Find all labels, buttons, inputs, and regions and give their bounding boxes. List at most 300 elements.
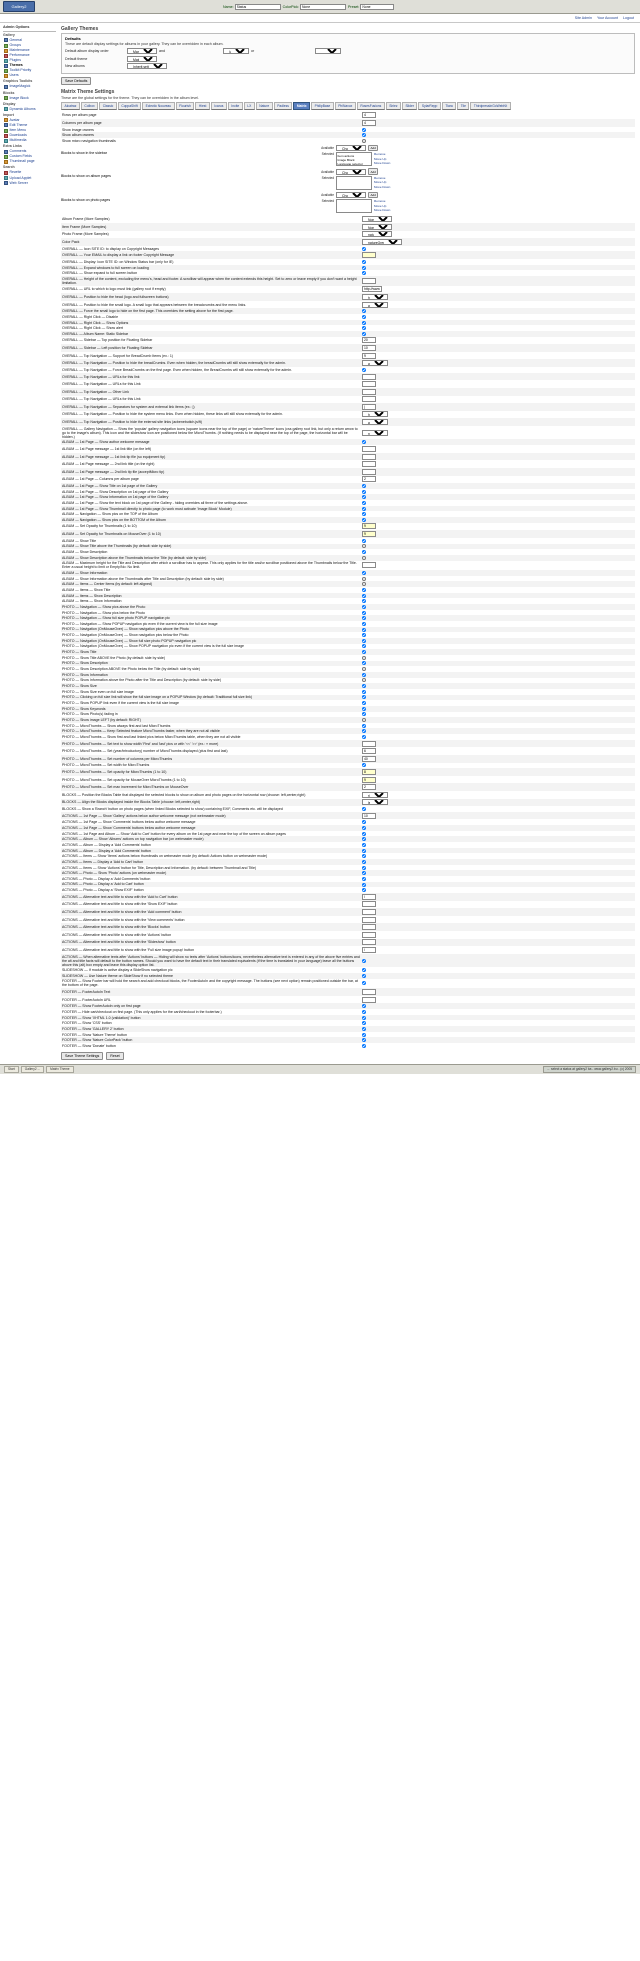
photo-available-block-select[interactable] (336, 192, 366, 198)
available-label: Available (321, 169, 334, 174)
option-checkbox[interactable] (362, 729, 366, 733)
option-checkbox[interactable] (362, 724, 366, 728)
palette-icon (4, 64, 8, 68)
option-checkbox[interactable] (362, 888, 366, 892)
tab-padless[interactable]: Padless (274, 102, 293, 110)
option-input[interactable] (362, 784, 376, 790)
option-label: ALBUM — 1st Page message — 2nd link title (on the right) (62, 462, 155, 467)
option-input[interactable] (362, 454, 376, 460)
option-input[interactable] (362, 374, 376, 380)
table-row (61, 286, 635, 294)
sidebar-item-dynamic-albums[interactable] (3, 107, 56, 112)
option-checkbox[interactable] (362, 695, 366, 699)
option-checkbox[interactable] (362, 639, 366, 643)
sidebar-move-up-link[interactable]: Move Up (374, 156, 387, 161)
option-checkbox[interactable] (362, 550, 366, 554)
table-row (61, 776, 635, 784)
main-content (58, 23, 640, 1064)
album-frame-select[interactable] (362, 216, 392, 222)
option-checkbox[interactable] (362, 877, 366, 881)
frame-selectors-table (61, 215, 635, 245)
option-checkbox[interactable] (362, 701, 366, 705)
option-label: OVERALL — Position to hide the small logo. A small logo that appears between the breadcrumbs and the menu links. (62, 302, 247, 307)
tab-eclectic-nouveau[interactable]: Eclectic Nouveau (142, 102, 174, 110)
option-checkbox[interactable] (362, 556, 366, 560)
tab-nature[interactable]: Nature (256, 102, 273, 110)
option-checkbox[interactable] (362, 656, 366, 660)
option-label: OVERALL — Top Navigation — Position to hide the system menu links. Even when hidden, these links will still show externally for the admin. (62, 412, 283, 417)
option-checkbox[interactable] (362, 1004, 366, 1008)
option-checkbox[interactable] (362, 661, 366, 665)
option-checkbox[interactable] (362, 707, 366, 711)
option-label: FOOTER — Show 'GALLERY 2' button (61, 1026, 361, 1032)
taskbar-item-gallery[interactable]: Gallery2 ... (21, 1066, 44, 1073)
theme-settings-title: Matrix Theme Settings (61, 88, 115, 95)
display-order-select[interactable] (127, 48, 157, 54)
option-checkbox[interactable] (362, 321, 366, 325)
option-input[interactable] (362, 939, 376, 945)
sidebar-item-image-block[interactable] (3, 96, 56, 101)
option-label: PHOTO — Navigation (OnMouseOver) — Show navigation pics above the Photo (61, 627, 361, 633)
option-checkbox[interactable] (362, 1033, 366, 1037)
option-select[interactable] (362, 411, 388, 417)
photo-add-block-button[interactable]: Add (368, 192, 378, 199)
option-input[interactable] (362, 345, 376, 351)
option-checkbox[interactable] (362, 690, 366, 694)
list-item[interactable]: Item actions (337, 153, 355, 158)
photo-move-up-link[interactable]: Move Up (374, 203, 387, 208)
download-icon (4, 134, 8, 138)
option-label: ACTIONS — 1st Page and Album — Show 'Add to Cart' button for every album on the 1st page and near the top of the screen on album pages (62, 831, 286, 836)
option-checkbox[interactable] (362, 332, 366, 336)
option-input[interactable] (362, 461, 376, 467)
option-input[interactable] (362, 924, 376, 930)
table-row (61, 418, 635, 426)
option-label: OVERALL — Icon SITE ID: to display on Copyright Messages (62, 246, 160, 251)
tab-incite[interactable]: Incite (228, 102, 243, 110)
show-album-owners-checkbox[interactable] (362, 133, 366, 137)
option-checkbox[interactable] (362, 599, 366, 603)
table-row (61, 231, 635, 239)
option-label: ALBUM — 1st Page message — 2nd link tip file (acceptMicro tip) (61, 468, 361, 476)
option-label: OVERALL — Top Navigation — Position to hide the breadCrumbs. Even when hidden, the breadCrumbs will still show externally for the admin. (61, 359, 361, 367)
option-checkbox[interactable] (362, 518, 366, 522)
table-row (61, 396, 635, 404)
option-select[interactable] (362, 430, 388, 436)
album-available-block-select[interactable] (336, 169, 366, 175)
option-input[interactable] (362, 917, 376, 923)
sidebar-available-block-select[interactable] (336, 145, 366, 151)
option-label: ACTIONS — Alternative text and title to show with the 'View comments' button (62, 917, 185, 922)
option-select[interactable] (362, 294, 388, 300)
table-row (61, 215, 635, 223)
album-frame-label[interactable]: Album Frame (More Samples) (62, 217, 110, 222)
table-row (61, 916, 635, 924)
upload-icon (4, 176, 8, 180)
option-label: ALBUM — Navigation — Show pics on the TOP of the Album (62, 512, 158, 517)
option-checkbox[interactable] (362, 577, 366, 581)
tab-sylarrepp[interactable]: SylarRepp (418, 102, 440, 110)
plug-icon (4, 59, 8, 63)
save-defaults-button[interactable]: Save Defaults (61, 77, 91, 85)
sidebar-item-label: Item Menu (9, 127, 27, 132)
option-checkbox[interactable] (362, 544, 366, 548)
link-your-account[interactable]: Your Account (596, 16, 618, 20)
option-checkbox[interactable] (362, 866, 366, 870)
option-label: ALBUM — 1st Page — Show Title on 1st page of the Gallery (61, 483, 361, 489)
tab-lx[interactable]: LX (244, 102, 255, 110)
option-checkbox[interactable] (362, 684, 366, 688)
table-row (61, 954, 635, 968)
option-select[interactable] (362, 302, 388, 308)
and-label: and (159, 49, 165, 53)
sidebar-subgroup-gallery-label: Gallery (3, 32, 15, 37)
tab-tile[interactable]: Tile (457, 102, 469, 110)
tab-classic[interactable]: Classic (99, 102, 117, 110)
option-checkbox[interactable] (362, 1027, 366, 1031)
option-label: OVERALL — Force the small logo to hide on the first page. This overrides the setting above for the first page. (61, 308, 361, 314)
field-icon (4, 155, 8, 159)
option-input[interactable] (362, 286, 382, 292)
option-checkbox[interactable] (362, 611, 366, 615)
tab-hiest[interactable]: Hiest (195, 102, 210, 110)
option-checkbox[interactable] (362, 735, 366, 739)
option-checkbox[interactable] (362, 644, 366, 648)
option-input[interactable] (362, 252, 376, 258)
option-input[interactable] (362, 404, 376, 410)
table-row (61, 460, 635, 468)
option-checkbox[interactable] (362, 247, 366, 251)
option-checkbox[interactable] (362, 1044, 366, 1048)
server-icon (4, 181, 8, 185)
option-checkbox[interactable] (362, 368, 366, 372)
album-move-down-link[interactable]: Move Down (374, 184, 391, 189)
sidebar-add-block-button[interactable]: Add (368, 145, 378, 152)
sidebar-item-web-server[interactable] (3, 181, 56, 186)
option-checkbox[interactable] (362, 673, 366, 677)
tab-matrix[interactable]: Matrix (293, 102, 310, 110)
option-checkbox[interactable] (362, 512, 366, 516)
option-input[interactable] (362, 389, 376, 395)
tab-colbox[interactable]: Colbox (81, 102, 98, 110)
option-checkbox[interactable] (362, 763, 366, 767)
sidebar-item-thumbnail-page[interactable] (3, 159, 56, 164)
option-checkbox[interactable] (362, 1010, 366, 1014)
group-icon (4, 44, 8, 48)
option-input[interactable] (362, 894, 376, 900)
photo-remove-block-link[interactable]: Remove (374, 199, 386, 204)
setting-label: Show micro navigation thumbnails (62, 138, 116, 143)
option-input[interactable] (362, 947, 376, 953)
option-checkbox[interactable] (362, 622, 366, 626)
option-checkbox[interactable] (362, 843, 366, 847)
option-checkbox[interactable] (362, 507, 366, 511)
option-checkbox[interactable] (362, 1016, 366, 1020)
option-checkbox[interactable] (362, 484, 366, 488)
option-select[interactable] (362, 799, 388, 805)
option-checkbox[interactable] (362, 582, 366, 586)
tab-thirdpress[interactable]: ThirdpressInGoWebKit (470, 102, 510, 110)
columns-per-album-input[interactable] (362, 120, 376, 126)
sidebar-item-label: Upload Applet (9, 175, 32, 180)
option-checkbox[interactable] (362, 495, 366, 499)
album-add-block-button[interactable]: Add (368, 168, 378, 175)
table-row (61, 344, 635, 352)
option-label: PHOTO — Navigation (OnMouseOver) — Show navigation pics below the Photo (62, 633, 189, 638)
option-checkbox[interactable] (362, 826, 366, 830)
option-checkbox[interactable] (362, 837, 366, 841)
option-label: ALBUM — 1st Page — Show Information on 1st page of the Gallery (61, 494, 361, 500)
list-item[interactable]: Language selector (337, 162, 363, 167)
tab-phinavox[interactable]: PhiNavox (335, 102, 356, 110)
option-checkbox[interactable] (362, 974, 366, 978)
option-checkbox[interactable] (362, 820, 366, 824)
option-label: PHOTO — Navigation — Show full size photo POPUP navigation pic (61, 615, 361, 621)
photo-frame-select[interactable] (362, 231, 392, 237)
option-checkbox[interactable] (362, 633, 366, 637)
option-checkbox[interactable] (362, 849, 366, 853)
option-checkbox[interactable] (362, 571, 366, 575)
option-label: PHOTO — Clicking on full size link will show the full size image on a POPUP Window (by default: Traditional full size link) (61, 695, 361, 701)
option-checkbox[interactable] (362, 832, 366, 836)
option-checkbox[interactable] (362, 968, 366, 972)
selected-label: Selected (321, 175, 334, 180)
chrome-field-2-input[interactable] (360, 4, 394, 10)
rewrite-icon (4, 171, 8, 175)
option-checkbox[interactable] (362, 981, 366, 985)
table-row (61, 388, 635, 396)
option-checkbox[interactable] (362, 539, 366, 543)
option-input[interactable] (362, 989, 376, 995)
link-logout[interactable]: Logout (623, 16, 634, 20)
option-checkbox[interactable] (362, 667, 366, 671)
new-albums-select[interactable] (127, 63, 167, 69)
tab-slider[interactable]: Slider (402, 102, 417, 110)
option-checkbox[interactable] (362, 490, 366, 494)
photo-move-down-link[interactable]: Move Down (374, 208, 391, 213)
option-checkbox[interactable] (362, 1021, 366, 1025)
option-checkbox[interactable] (362, 718, 366, 722)
sidebar-subgroup-extra-links-label: Extra Links (3, 144, 22, 149)
option-checkbox[interactable] (362, 807, 366, 811)
option-checkbox[interactable] (362, 650, 366, 654)
option-input[interactable] (362, 523, 376, 529)
option-checkbox[interactable] (362, 959, 366, 963)
table-row (61, 453, 635, 461)
defaults-description: These are default display settings for albums in your gallery. They can be overridden in each album. (65, 42, 224, 46)
chrome-field-0-input[interactable] (235, 4, 281, 10)
sidebar-item-imagemagick[interactable] (3, 84, 56, 89)
option-select[interactable] (362, 419, 388, 425)
option-checkbox[interactable] (362, 271, 366, 275)
option-checkbox[interactable] (362, 616, 366, 620)
table-row (61, 301, 635, 309)
option-checkbox[interactable] (362, 309, 366, 313)
option-input[interactable] (362, 909, 376, 915)
option-label: OVERALL — Top Navigation — Support for BreadCrumb Items (ex.: 1) (62, 353, 173, 358)
tab-philipbase[interactable]: PhilipBase (311, 102, 334, 110)
option-checkbox[interactable] (362, 860, 366, 864)
option-input[interactable] (362, 278, 376, 284)
option-checkbox[interactable] (362, 712, 366, 716)
table-row (61, 939, 635, 947)
album-selected-blocks-list[interactable] (336, 176, 372, 190)
block-icon (4, 96, 8, 100)
option-label: PHOTO — Show Description (61, 661, 361, 667)
sidebar-move-down-link[interactable]: Move Down (374, 160, 391, 165)
table-row (61, 238, 635, 246)
sidebar-item-label: Rewrite (9, 170, 22, 175)
show-micro-nav-thumbs-checkbox[interactable] (362, 139, 366, 143)
option-input[interactable] (362, 756, 376, 762)
option-checkbox[interactable] (362, 266, 366, 270)
option-label: ACTIONS — Items — Show 'Items' actions below thumbnails on webmaster mode (by default: Actions button on webmaster mode) (62, 854, 268, 859)
sidebar-item-multimedia[interactable] (3, 138, 56, 143)
show-image-owners-checkbox[interactable] (362, 128, 366, 132)
album-move-up-link[interactable]: Move Up (374, 180, 387, 185)
option-label: ACTIONS — When alternative texts after 'Actions' buttons — Hiding will show no texts after 'Actions' buttons/icons, nevertheless alternative text is entered in any of the above five entries and the alt and title facts will default to the button names. Should you want to have the default text in their translated equivalents (if the time is translated in your language) leave all the buttons above this (alt) box empty and leave this display option list. (62, 954, 360, 967)
save-theme-settings-button[interactable]: Save Theme Settings (61, 1052, 103, 1060)
tab-rosesfusions[interactable]: RosesFusions (357, 102, 385, 110)
item-frame-label[interactable]: Item Frame (More Samples) (61, 223, 361, 231)
theme-settings-description: These are the global settings for the theme. They can be overridden in the album level. (61, 95, 199, 100)
option-input[interactable] (362, 353, 376, 359)
option-label: ACTIONS — Album — Display a 'Add Comments' button (62, 842, 151, 847)
chrome-field-2 (348, 4, 394, 10)
option-label: PHOTO — Navigation (OnMouseOver) — Show full size photo POPUP navigation pic (61, 638, 361, 644)
album-remove-block-link[interactable]: Remove (374, 175, 386, 180)
option-select[interactable] (362, 360, 388, 366)
option-label: PHOTO — MicroThumbs — Set number of columns per MicroThumbs (61, 755, 361, 763)
color-pack-select[interactable] (362, 239, 402, 245)
color-pack-label: Color Pack (61, 238, 361, 246)
sidebar-remove-block-link[interactable]: Remove (374, 152, 386, 157)
start-button[interactable]: Start (4, 1066, 19, 1073)
option-checkbox[interactable] (362, 628, 366, 632)
link-site-admin[interactable]: Site Admin (574, 16, 592, 20)
option-label: OVERALL — Height of the content, excluding the menu's, head and footer. A scrollbar will appear when the content extends this height. Set to zero or leave empty if you don't want a height limitation. (61, 276, 361, 286)
option-checkbox[interactable] (362, 315, 366, 319)
tab-flourish[interactable]: Flourish (176, 102, 195, 110)
comment-icon (4, 150, 8, 154)
option-label: ALBUM — 1st Page — Show Description on 1st page of the Gallery (62, 489, 169, 494)
option-label: OVERALL — Gallery Navigation — Show the 'popular' gallery navigation icons (square icons near the top of the page) or 'natureTheme' icons (css gallery root link, but only a return arrow to go to the image's album). This icon and the slideshow icon are positioned below the MicroThumbs. (If nothing needs to be displayed near the top of the page, the horizontal bar will be hidden.) (62, 426, 358, 439)
option-input[interactable] (362, 476, 376, 482)
default-theme-select[interactable] (127, 56, 157, 62)
option-checkbox[interactable] (362, 678, 366, 682)
option-input[interactable] (362, 813, 376, 819)
photo-frame-label[interactable]: Photo Frame (More Samples) (62, 232, 109, 237)
photo-selected-blocks-list[interactable] (336, 199, 372, 213)
option-label: ALBUM — Show Description (62, 550, 108, 555)
option-label: OVERALL — Top Navigation — URLs for this Link (62, 382, 141, 387)
option-label: ACTIONS — Alternative text and title to show with the 'Slideshow' button (61, 939, 361, 947)
option-label: OVERALL — Your EMAIL to display a link on footer Copyright Message (61, 251, 361, 259)
option-checkbox[interactable] (362, 883, 366, 887)
option-select[interactable] (362, 792, 388, 798)
tab-coppashift[interactable]: CoppaShift (118, 102, 141, 110)
taskbar-item-matrix-theme[interactable]: Matrix Theme (46, 1066, 73, 1073)
tab-siriez[interactable]: Siriez (386, 102, 401, 110)
rows-per-album-input[interactable] (362, 112, 376, 118)
option-checkbox[interactable] (362, 260, 366, 264)
option-input[interactable] (362, 997, 376, 1003)
list-item[interactable]: Image Block (337, 157, 355, 162)
option-input[interactable] (362, 446, 376, 452)
option-input[interactable] (362, 932, 376, 938)
reset-button[interactable]: Reset (106, 1052, 123, 1060)
tab-alcatraz[interactable]: Alcatraz (61, 102, 80, 110)
option-label: PHOTO — Navigation — Show POPUP navigation pic even if the current view is the full size image (62, 621, 218, 626)
new-albums-label: New albums (65, 64, 85, 68)
option-label: ALBUM — Show Information above the Thumbnails after Title and Description (by default: side by side) (62, 576, 224, 581)
sidebar-item-users[interactable] (3, 73, 56, 78)
option-input[interactable] (362, 741, 376, 747)
edit-icon (4, 123, 8, 127)
tab-icarus[interactable]: Icarus (211, 102, 227, 110)
page-title: Gallery Themes (61, 26, 99, 32)
option-input[interactable] (362, 748, 376, 754)
theme-options-table (61, 246, 635, 1049)
sidebar-item-label: ImageMagick (9, 84, 31, 89)
option-input[interactable] (362, 531, 376, 537)
option-input[interactable] (362, 901, 376, 907)
sidebar-group-title: Admin Options (3, 25, 56, 32)
option-checkbox[interactable] (362, 1038, 366, 1042)
option-label: ALBUM — Navigation — Show pics on the BOTTOM of the Album (61, 517, 361, 523)
sidebar-selected-blocks-list[interactable] (336, 152, 372, 166)
table-row (61, 1043, 635, 1049)
option-checkbox[interactable] (362, 854, 366, 858)
chrome-field-1-input[interactable] (300, 4, 346, 10)
display-direction-select[interactable] (223, 48, 249, 54)
setting-label: Columns per album page (61, 119, 361, 127)
option-label: ACTIONS — Alternative text and title to show with the 'Add comment' button (61, 908, 361, 916)
option-label: ALBUM — Show Information (61, 570, 361, 576)
option-checkbox[interactable] (362, 326, 366, 330)
status-text: ← select a status at gallery2 ba - www.gallery2.bu - (c) 2005 (543, 1066, 636, 1073)
option-input[interactable] (362, 381, 376, 387)
option-checkbox[interactable] (362, 594, 366, 598)
option-label: OVERALL — Top Navigation — Separators for system and external link items (ex.: |) (61, 403, 361, 411)
table-row (61, 523, 635, 531)
option-input[interactable] (362, 396, 376, 402)
option-input[interactable] (362, 777, 376, 783)
table-row (61, 740, 635, 748)
tab-tiara[interactable]: Tiara (442, 102, 456, 110)
option-input[interactable] (362, 562, 376, 568)
option-label: OVERALL — URL to which to logo must link (gallery root if empty) (62, 287, 166, 292)
option-label: ALBUM — Items — Center Items (by default: left aligned) (61, 581, 361, 587)
option-checkbox[interactable] (362, 605, 366, 609)
option-input[interactable] (362, 469, 376, 475)
option-checkbox[interactable] (362, 501, 366, 505)
item-frame-select[interactable] (362, 224, 392, 230)
table-row (61, 908, 635, 916)
option-input[interactable] (362, 337, 376, 343)
option-label: ACTIONS — Alternative text and title to show with the 'Actions' button (62, 932, 172, 937)
sidebar-item-label: Avatar (9, 117, 20, 122)
option-checkbox[interactable] (362, 588, 366, 592)
display-secondary-select[interactable] (315, 48, 341, 54)
sidebar-subgroup-display-label: Display (3, 101, 16, 106)
option-checkbox[interactable] (362, 871, 366, 875)
sidebar-subgroup-import-label: Import (3, 112, 14, 117)
browser-toolbar (0, 0, 640, 14)
option-label: OVERALL — Sidebar — Left position for Floating Sidebar (61, 344, 361, 352)
option-input[interactable] (362, 769, 376, 775)
option-checkbox[interactable] (362, 440, 366, 444)
